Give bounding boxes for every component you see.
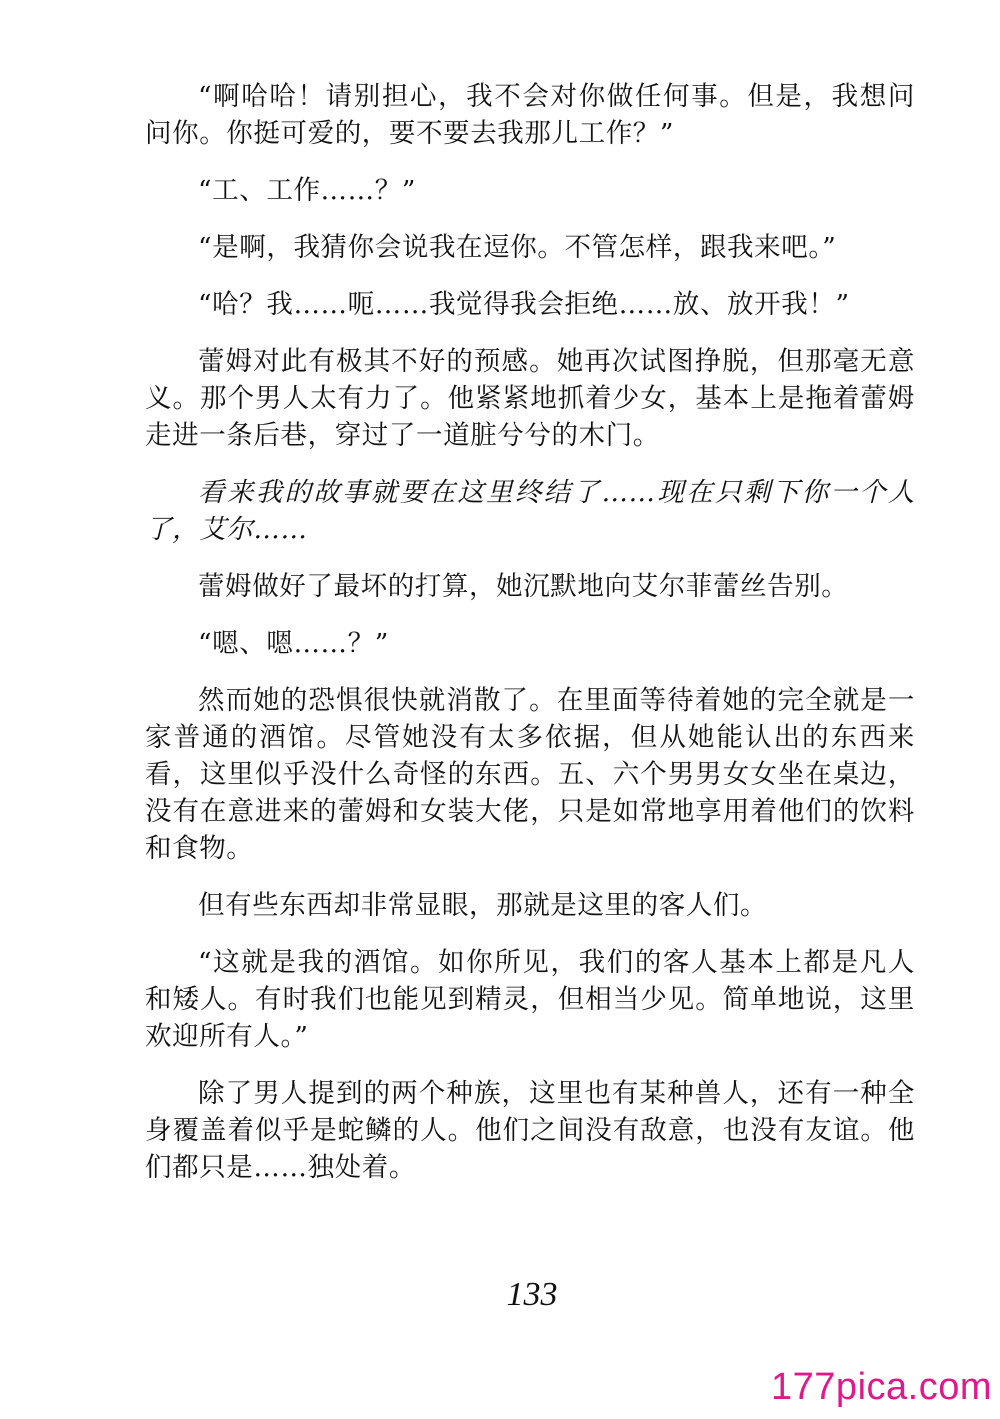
paragraph-8: “嗯、嗯……？”	[198, 628, 389, 659]
page-body	[145, 78, 915, 1206]
paragraph-7: 蕾姆做好了最坏的打算，她沉默地向艾尔菲蕾丝告别。	[198, 571, 849, 602]
paragraph-1: “啊哈哈！请别担心，我不会对你做任何事。但是，我想问问你。你挺可爱的，要不要去我那儿工作？”	[145, 81, 915, 149]
paragraph-9: 然而她的恐惧很快就消散了。在里面等待着她的完全就是一家普通的酒馆。尽管她没有太多依据，但从她能认出的东西来看，这里似乎没什么奇怪的东西。五、六个男男女女坐在桌边，没有在意进来的蕾姆和女装大佬，只是如常地享用着他们的饮料和食物。	[145, 685, 915, 864]
paragraph-12: 除了男人提到的两个种族，这里也有某种兽人，还有一种全身覆盖着似乎是蛇鳞的人。他们之间没有敌意，也没有友谊。他们都只是……独处着。	[145, 1078, 915, 1183]
paragraph-2: “工、工作……？”	[198, 175, 416, 206]
watermark: 177pica.com	[771, 1366, 992, 1408]
paragraph-4: “哈？我……呃……我觉得我会拒绝……放、放开我！”	[198, 289, 850, 320]
paragraph-10: 但有些东西却非常显眼，那就是这里的客人们。	[198, 890, 768, 921]
paragraph-3: “是啊，我猜你会说我在逗你。不管怎样，跟我来吧。”	[198, 232, 837, 263]
page-number: 133	[506, 1276, 558, 1313]
paragraph-6-inner-thought: 看来我的故事就要在这里终结了……现在只剩下你一个人了，艾尔……	[145, 477, 915, 545]
paragraph-5: 蕾姆对此有极其不好的预感。她再次试图挣脱，但那毫无意义。那个男人太有力了。他紧紧地抓着少女，基本上是拖着蕾姆走进一条后巷，穿过了一道脏兮兮的木门。	[145, 346, 915, 451]
paragraph-11: “这就是我的酒馆。如你所见，我们的客人基本上都是凡人和矮人。有时我们也能见到精灵，但相当少见。简单地说，这里欢迎所有人。”	[145, 947, 915, 1052]
